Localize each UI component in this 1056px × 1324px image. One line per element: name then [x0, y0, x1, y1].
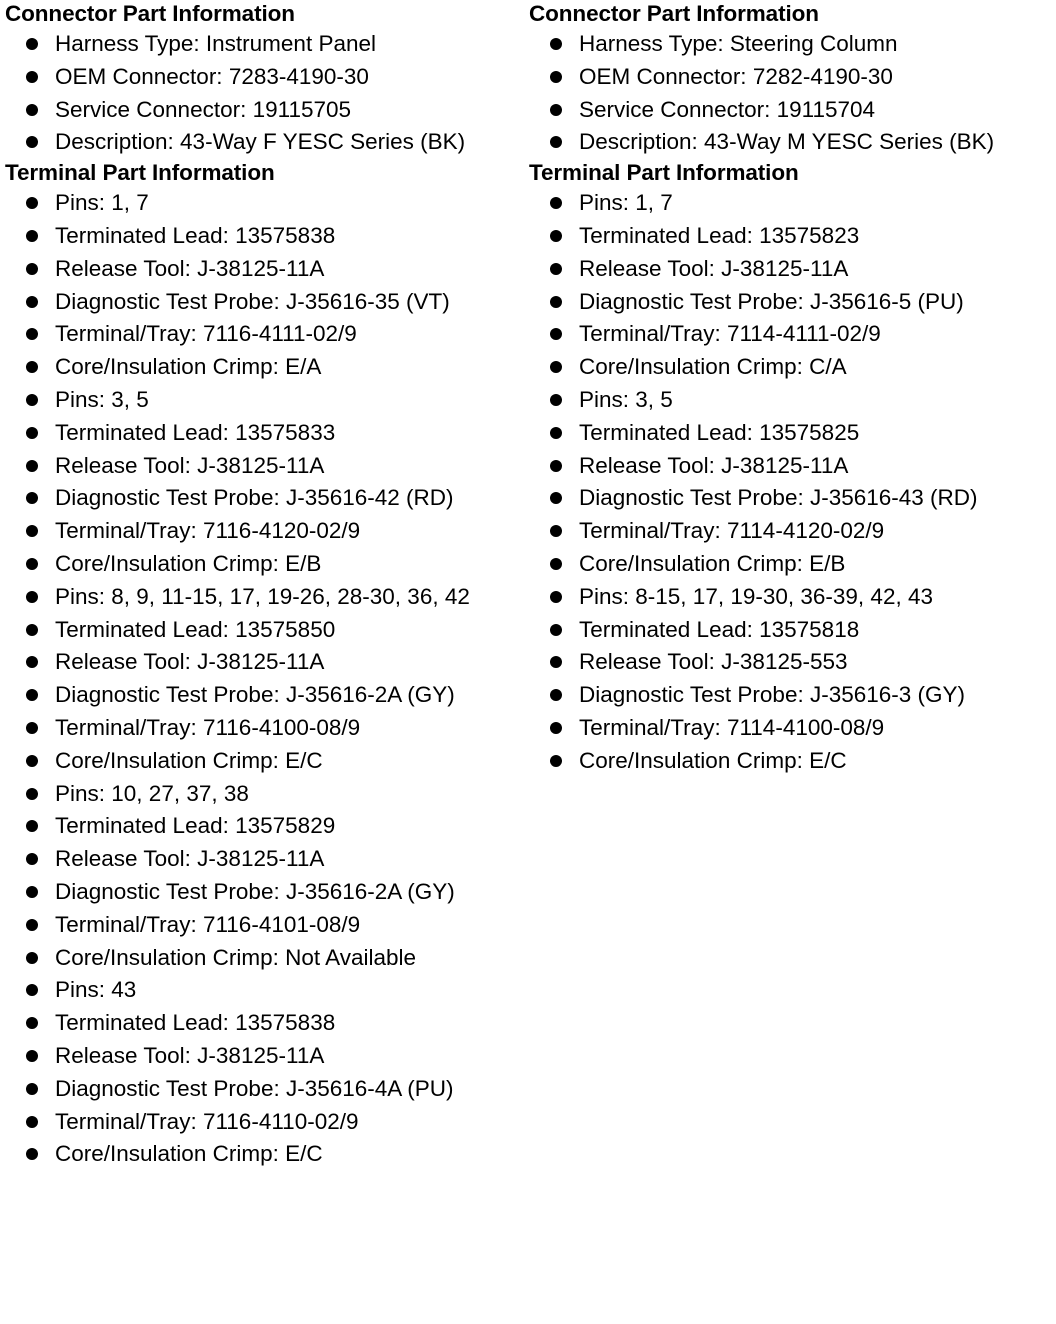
connector-heading: Connector Part Information [5, 1, 295, 26]
list-item: Terminal/Tray: 7114-4100-08/9 [529, 712, 1053, 745]
list-item: Diagnostic Test Probe: J-35616-43 (RD) [529, 482, 1053, 515]
bullet-icon [26, 328, 38, 340]
list-item: Description: 43-Way M YESC Series (BK) [529, 126, 1053, 159]
list-item: Service Connector: 19115705 [5, 94, 525, 127]
bullet-icon [550, 361, 562, 373]
bullet-icon [26, 984, 38, 996]
list-item: OEM Connector: 7283-4190-30 [5, 61, 525, 94]
list-item: Release Tool: J-38125-11A [5, 1040, 525, 1073]
bullet-icon [550, 656, 562, 668]
right-column [529, 0, 1053, 778]
list-item: Diagnostic Test Probe: J-35616-42 (RD) [5, 482, 525, 515]
bullet-icon [26, 197, 38, 209]
terminal-heading: Terminal Part Information [529, 160, 799, 186]
bullet-icon [26, 853, 38, 865]
list-item: Terminated Lead: 13575823 [529, 220, 1053, 253]
list-item: Pins: 1, 7 [529, 187, 1053, 220]
bullet-icon [26, 230, 38, 242]
bullet-icon [550, 394, 562, 406]
list-item: Pins: 3, 5 [529, 384, 1053, 417]
terminal-groups [5, 187, 525, 1171]
terminal-group [529, 581, 1053, 778]
bullet-icon [26, 394, 38, 406]
list-item: Terminal/Tray: 7114-4111-02/9 [529, 318, 1053, 351]
bullet-icon [26, 361, 38, 373]
list-item: Terminated Lead: 13575818 [529, 614, 1053, 647]
list-item: Terminal/Tray: 7116-4100-08/9 [5, 712, 525, 745]
terminal-group [5, 384, 525, 581]
bullet-icon [26, 722, 38, 734]
list-item: Release Tool: J-38125-11A [5, 646, 525, 679]
list-item: Core/Insulation Crimp: C/A [529, 351, 1053, 384]
list-item: Terminated Lead: 13575825 [529, 417, 1053, 450]
bullet-icon [550, 296, 562, 308]
bullet-icon [550, 525, 562, 537]
list-item: Release Tool: J-38125-11A [529, 253, 1053, 286]
terminal-heading: Terminal Part Information [5, 160, 275, 186]
bullet-icon [26, 525, 38, 537]
bullet-icon [550, 558, 562, 570]
terminal-group [5, 187, 525, 384]
list-item: Pins: 10, 27, 37, 38 [5, 778, 525, 811]
bullet-icon [26, 1017, 38, 1029]
bullet-icon [550, 38, 562, 50]
list-item: Pins: 3, 5 [5, 384, 525, 417]
list-item: Pins: 8, 9, 11-15, 17, 19-26, 28-30, 36, 42 [5, 581, 525, 614]
bullet-icon [550, 71, 562, 83]
bullet-icon [550, 263, 562, 275]
list-item: Terminated Lead: 13575829 [5, 810, 525, 843]
list-item: Release Tool: J-38125-11A [529, 450, 1053, 483]
bullet-icon [26, 38, 38, 50]
list-item: Terminated Lead: 13575838 [5, 1007, 525, 1040]
bullet-icon [26, 656, 38, 668]
list-item: Diagnostic Test Probe: J-35616-3 (GY) [529, 679, 1053, 712]
connector-heading: Connector Part Information [529, 1, 819, 26]
list-item: Harness Type: Instrument Panel [5, 28, 525, 61]
bullet-icon [550, 722, 562, 734]
list-item: Diagnostic Test Probe: J-35616-4A (PU) [5, 1073, 525, 1106]
bullet-icon [26, 71, 38, 83]
list-item: Terminated Lead: 13575833 [5, 417, 525, 450]
list-item: Terminal/Tray: 7116-4111-02/9 [5, 318, 525, 351]
terminal-group [529, 187, 1053, 384]
terminal-group [529, 384, 1053, 581]
bullet-icon [26, 1148, 38, 1160]
bullet-icon [550, 136, 562, 148]
bullet-icon [550, 492, 562, 504]
list-item: Release Tool: J-38125-553 [529, 646, 1053, 679]
left-column [5, 0, 525, 1171]
bullet-icon [550, 689, 562, 701]
bullet-icon [550, 460, 562, 472]
list-item: Core/Insulation Crimp: E/C [5, 745, 525, 778]
list-item: Description: 43-Way F YESC Series (BK) [5, 126, 525, 159]
list-item: Terminal/Tray: 7116-4110-02/9 [5, 1106, 525, 1139]
bullet-icon [26, 1050, 38, 1062]
connector-info-list [529, 28, 1053, 159]
bullet-icon [26, 460, 38, 472]
bullet-icon [550, 591, 562, 603]
list-item: Core/Insulation Crimp: E/A [5, 351, 525, 384]
bullet-icon [26, 296, 38, 308]
bullet-icon [26, 427, 38, 439]
bullet-icon [26, 952, 38, 964]
bullet-icon [550, 427, 562, 439]
bullet-icon [26, 136, 38, 148]
list-item: Diagnostic Test Probe: J-35616-2A (GY) [5, 679, 525, 712]
terminal-group [5, 778, 525, 975]
bullet-icon [550, 755, 562, 767]
list-item: Pins: 1, 7 [5, 187, 525, 220]
bullet-icon [26, 919, 38, 931]
list-item: Terminated Lead: 13575838 [5, 220, 525, 253]
bullet-icon [26, 1083, 38, 1095]
bullet-icon [26, 886, 38, 898]
list-item: Release Tool: J-38125-11A [5, 253, 525, 286]
bullet-icon [26, 104, 38, 116]
bullet-icon [26, 788, 38, 800]
list-item: Core/Insulation Crimp: E/C [529, 745, 1053, 778]
bullet-icon [550, 624, 562, 636]
bullet-icon [26, 624, 38, 636]
bullet-icon [550, 104, 562, 116]
list-item: Core/Insulation Crimp: E/B [5, 548, 525, 581]
connector-info-list [5, 28, 525, 159]
bullet-icon [26, 1116, 38, 1128]
list-item: Core/Insulation Crimp: Not Available [5, 942, 525, 975]
list-item: Terminated Lead: 13575850 [5, 614, 525, 647]
bullet-icon [550, 328, 562, 340]
list-item: Diagnostic Test Probe: J-35616-5 (PU) [529, 286, 1053, 319]
bullet-icon [26, 492, 38, 504]
bullet-icon [550, 197, 562, 209]
bullet-icon [26, 263, 38, 275]
list-item: Diagnostic Test Probe: J-35616-35 (VT) [5, 286, 525, 319]
terminal-groups [529, 187, 1053, 777]
bullet-icon [550, 230, 562, 242]
bullet-icon [26, 558, 38, 570]
list-item: Diagnostic Test Probe: J-35616-2A (GY) [5, 876, 525, 909]
list-item: Core/Insulation Crimp: E/C [5, 1138, 525, 1171]
list-item: Terminal/Tray: 7114-4120-02/9 [529, 515, 1053, 548]
list-item: OEM Connector: 7282-4190-30 [529, 61, 1053, 94]
list-item: Harness Type: Steering Column [529, 28, 1053, 61]
bullet-icon [26, 689, 38, 701]
list-item: Core/Insulation Crimp: E/B [529, 548, 1053, 581]
terminal-group [5, 581, 525, 778]
list-item: Service Connector: 19115704 [529, 94, 1053, 127]
bullet-icon [26, 591, 38, 603]
list-item: Pins: 8-15, 17, 19-30, 36-39, 42, 43 [529, 581, 1053, 614]
list-item: Terminal/Tray: 7116-4120-02/9 [5, 515, 525, 548]
bullet-icon [26, 755, 38, 767]
terminal-group [5, 974, 525, 1171]
bullet-icon [26, 820, 38, 832]
list-item: Terminal/Tray: 7116-4101-08/9 [5, 909, 525, 942]
list-item: Pins: 43 [5, 974, 525, 1007]
list-item: Release Tool: J-38125-11A [5, 450, 525, 483]
list-item: Release Tool: J-38125-11A [5, 843, 525, 876]
